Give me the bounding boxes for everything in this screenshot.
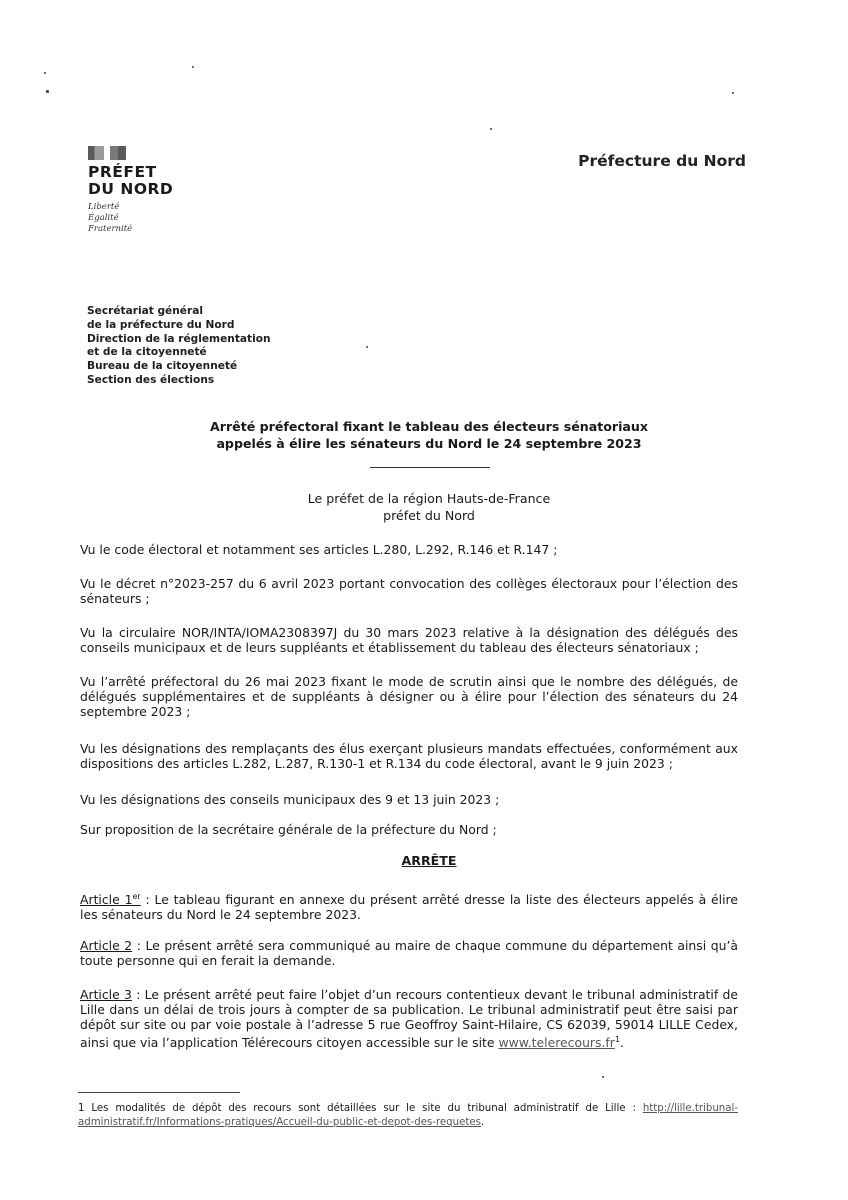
logo-title-line2: DU NORD [88,180,174,198]
service-line: Direction de la réglementation [87,332,271,345]
motto-egalite: Égalité [88,213,119,223]
article-end: . [619,1035,624,1051]
logo-motto [88,202,268,235]
prefet-logo-block [88,146,268,235]
article-colon: : [132,938,141,953]
arrete-heading: ARRÊTE [401,853,457,868]
scan-speck [732,92,734,94]
footnote-end: . [480,1117,485,1128]
article-label-sup: er [132,892,141,901]
footnote-text: Les modalités de dépôt des recours sont détaillées sur le site du tribunal administratif de Lille : [84,1103,643,1114]
title-line1: Arrêté préfectoral fixant le tableau des électeurs sénatoriaux [209,419,648,434]
footnote-ref: 1 [614,1035,620,1044]
article-text: Le présent arrêté peut faire l’objet d’un recours contentieux devant le tribunal administratif de Lille dans un délai de trois jours à compter de sa publication. Le tribunal administratif peut être saisi par dépôt sur site ou par voie postale à l’adresse 5 rue Geoffroy Saint-Hilaire, CS 62039, 59014 LILLE Cedex, ainsi que via l’application Télérecours citoyen accessible sur le site [80,987,738,1051]
visa-paragraph: Vu les désignations des conseils municipaux des 9 et 13 juin 2023 ; [80,792,500,807]
scan-speck [46,90,49,93]
article-label-text: Article 1 [80,892,133,908]
telerecours-link[interactable]: www.telerecours.fr [498,1035,615,1051]
motto-liberte: Liberté [88,202,120,212]
article-label [80,892,141,907]
prefet-block [120,490,738,524]
visa-paragraph: Vu l’arrêté préfectoral du 26 mai 2023 fixant le mode de scrutin ainsi que le nombre des délégués, de délégués supplémentaires et de suppléants à désigner ou à élire pour l’élection des sénateurs du 24 septembre 2023 ; [80,674,738,719]
article-text: Le tableau figurant en annexe du présent arrêté dresse la liste des électeurs appelés à élire les sénateurs du Nord le 24 septembre 2023. [80,892,738,923]
title-separator [370,467,490,468]
article-text: Le présent arrêté sera communiqué au maire de chaque commune du département ainsi qu’à toute personne qui en ferait la demande. [80,938,738,968]
article-colon: : [140,892,150,908]
service-line: et de la citoyenneté [87,346,207,359]
visa-paragraph: Vu les désignations des remplaçants des élus exerçant plusieurs mandats effectuées, conformément aux dispositions des articles L.282, L.287, R.130-1 et R.134 du code électoral, avant le 9 juin 2023 ; [80,741,738,771]
republic-logo-icon [88,146,268,160]
service-line: Secrétariat général [87,305,203,317]
prefet-line1: Le préfet de la région Hauts-de-France [307,491,551,506]
service-line: de la préfecture du Nord [87,318,235,331]
service-line: Section des élections [87,373,215,386]
article-label: Article 2 [80,938,133,953]
scan-speck [192,66,194,68]
footnote-separator [78,1092,240,1093]
article-colon: : [131,987,141,1002]
service-line: Bureau de la citoyenneté [87,360,238,373]
visa-paragraph: Vu la circulaire NOR/INTA/IOMA2308397J du 30 mars 2023 relative à la désignation des délégués des conseils municipaux et de leurs suppléants et établissement du tableau des électeurs sénatoriaux ; [80,625,738,655]
title-line2: appelés à élire les sénateurs du Nord le 24 septembre 2023 [216,436,642,451]
article-3 [80,987,738,1050]
logo-title-line1: PRÉFET [88,163,157,181]
article-label: Article 3 [80,987,132,1002]
footnote [78,1102,738,1130]
motto-fraternite: Fraternité [88,224,133,234]
scan-speck [602,1076,604,1078]
visa-paragraph: Sur proposition de la secrétaire générale de la préfecture du Nord ; [80,822,497,837]
prefet-line2: préfet du Nord [383,508,475,523]
prefecture-heading: Préfecture du Nord [578,152,746,170]
service-address-block [87,305,387,388]
visa-paragraph: Vu le code électoral et notamment ses articles L.280, L.292, R.146 et R.147 ; [80,542,558,557]
footnote-number: 1 [78,1103,85,1114]
document-title [120,418,738,452]
scan-speck [44,72,46,74]
article-2 [80,938,738,968]
article-1 [80,889,738,922]
scan-speck [490,128,492,130]
tribunal-link[interactable]: http://lille.tribunal-administratif.fr/Informations-pratiques/Accueil-du-public-et-depot-des-requetes [78,1103,738,1128]
visa-paragraph: Vu le décret n°2023-257 du 6 avril 2023 portant convocation des collèges électoraux pour l’élection des sénateurs ; [80,576,738,606]
